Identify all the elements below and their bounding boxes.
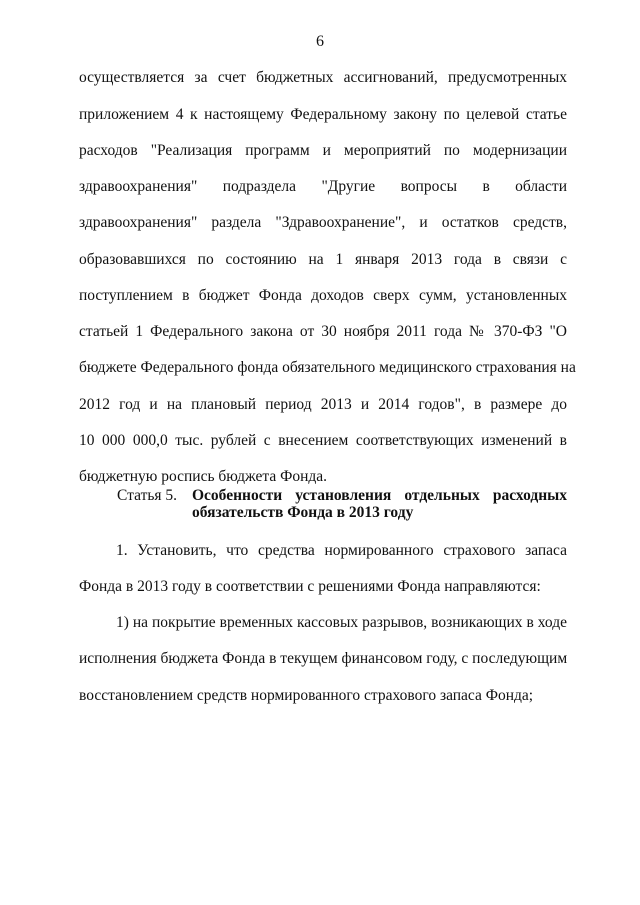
paragraph-line: осуществляется за счет бюджетных ассигнований, предусмотренных bbox=[79, 69, 567, 86]
paragraph-line: 10 000 000,0 тыс. рублей с внесением соответствующих изменений в bbox=[79, 432, 567, 449]
page-number: 6 bbox=[316, 33, 324, 50]
paragraph-line: расходов "Реализация программ и мероприятий по модернизации bbox=[79, 142, 567, 159]
paragraph-line: бюджете Федерального фонда обязательного медицинского страхования на bbox=[79, 359, 576, 376]
paragraph-line: здравоохранения" раздела "Здравоохранение", и остатков средств, bbox=[79, 214, 567, 231]
clause-line: Фонда в 2013 году в соответствии с решениями Фонда направляются: bbox=[79, 578, 541, 595]
paragraph-line: здравоохранения" подраздела "Другие вопросы в области bbox=[79, 178, 567, 195]
paragraph-line: бюджетную роспись бюджета Фонда. bbox=[79, 468, 327, 485]
item-line: 1) на покрытие временных кассовых разрывов, возникающих в ходе bbox=[116, 614, 567, 631]
item-line: восстановлением средств нормированного страхового запаса Фонда; bbox=[79, 687, 534, 704]
paragraph-line: 2012 год и на плановый период 2013 и 2014 годов", в размере до bbox=[79, 396, 567, 413]
item-line: исполнения бюджета Фонда в текущем финансовом году, с последующим bbox=[79, 650, 568, 667]
article-label: Статья 5. bbox=[117, 487, 178, 504]
clause-line: 1. Установить, что средства нормированного страхового запаса bbox=[116, 542, 567, 559]
paragraph-line: поступлением в бюджет Фонда доходов сверх сумм, установленных bbox=[79, 287, 567, 304]
article-title-line: Особенности установления отдельных расходных bbox=[192, 487, 567, 504]
paragraph-line: статьей 1 Федерального закона от 30 ноября 2011 года № 370-ФЗ "О bbox=[79, 323, 567, 340]
paragraph-line: образовавшихся по состоянию на 1 января 2013 года в связи с bbox=[79, 251, 567, 268]
article-title-line: обязательств Фонда в 2013 году bbox=[192, 504, 414, 521]
paragraph-line: приложением 4 к настоящему Федеральному закону по целевой статье bbox=[79, 106, 567, 123]
